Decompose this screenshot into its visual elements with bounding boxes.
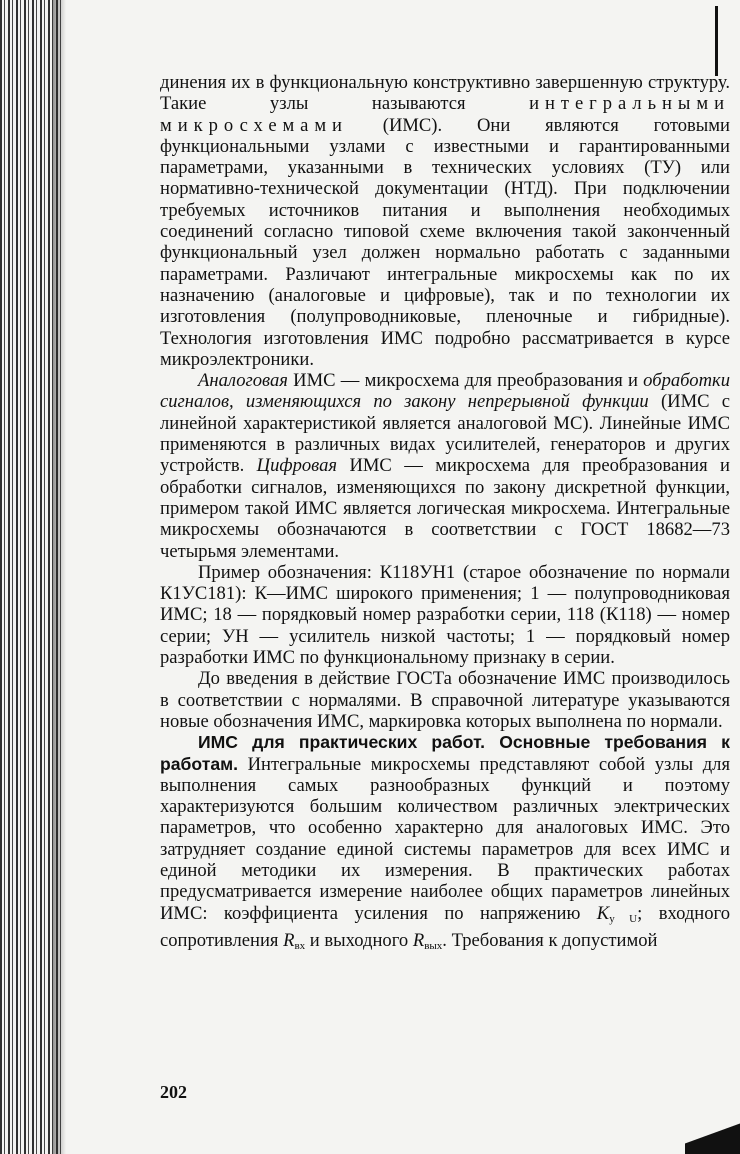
page-corner-shadow [685,1118,740,1154]
page-number: 202 [160,1082,187,1102]
page-edge-mark [715,6,718,76]
paragraph-4: До введения в действие ГОСТа обозначение ИМС производилось в соответствии с нормалями. В справочной литературе указываются новые обозначения ИМС, маркировка которых выполнена по нормали. [160,668,730,732]
term-spaced: интегральными микросхемами [160,93,730,136]
section-heading: ИМС для практических работ. Основные требования к работам. [160,732,730,774]
paragraph-1: динения их в функциональную конструктивно завершенную структуру. Такие узлы называются интегральными микросхемами (ИМС). Они являются готовыми функциональными узлами с известными и гарантированными параметрами, указанными в технических условиях (ТУ) или нормативно-технической документации (НТД). При подключении требуемых источников питания и выполнения необходимых соединений согласно типовой схеме включения такой законченный функциональный узел должен нормально работать с заданными параметрами. Различают интегральные микросхемы как по их назначению (аналоговые и цифровые), так и по технологии их изготовления (полупроводниковые, пленочные и гибридные). Технология изготовления ИМС подробно рассматривается в курсе микроэлектроники. [160,72,730,370]
paragraph-3: Пример обозначения: К118УН1 (старое обозначение по нормали К1УС181): К—ИМС широкого применения; 1 — полупроводниковая ИМС; 18 — порядковый номер разработки серии, 118 (К118) — номер серии; УН — усилитель низкой частоты; 1 — порядковый номер разработки ИМС по функциональному признаку в серии. [160,561,730,669]
paragraph-5: ИМС для практических работ. Основные требования к работам. Интегральные микросхемы представляют собой узлы для выполнения самых разнообразных функций и поэтому характеризуются большим количеством различных электрических параметров, что особенно характерно для аналоговых ИМС. Это затрудняет создание единой системы параметров для всех ИМС и единой методики их измерения. В практических работах предусматривается измерение наиболее общих параметров линейных ИМС: коэффициента усиления по напряжению $K_{у U}$; входного сопротивления $R_{вх}$ и выходного $R_{вых}$. Требования к допустимой [160,732,730,952]
gutter-shadow [52,0,66,1154]
page-text [160,72,730,957]
term-analog: Аналоговая [198,370,288,392]
term-digital: Цифровая [256,455,338,477]
paragraph-2: Аналоговая ИМС — микросхема для преобразования и обработки сигналов, изменяющихся по закону непрерывной функции (ИМС с линейной характеристикой является аналоговой МС). Линейные ИМС применяются в различных видах усилителей, генераторов и других устройств. Цифровая ИМС — микросхема для преобразования и обработки сигналов, изменяющихся по закону дискретной функции, примером такой ИМС является логическая микросхема. Интегральные микросхемы обозначаются в соответствии с ГОСТ 18682—73 четырьмя элементами. [160,370,730,562]
